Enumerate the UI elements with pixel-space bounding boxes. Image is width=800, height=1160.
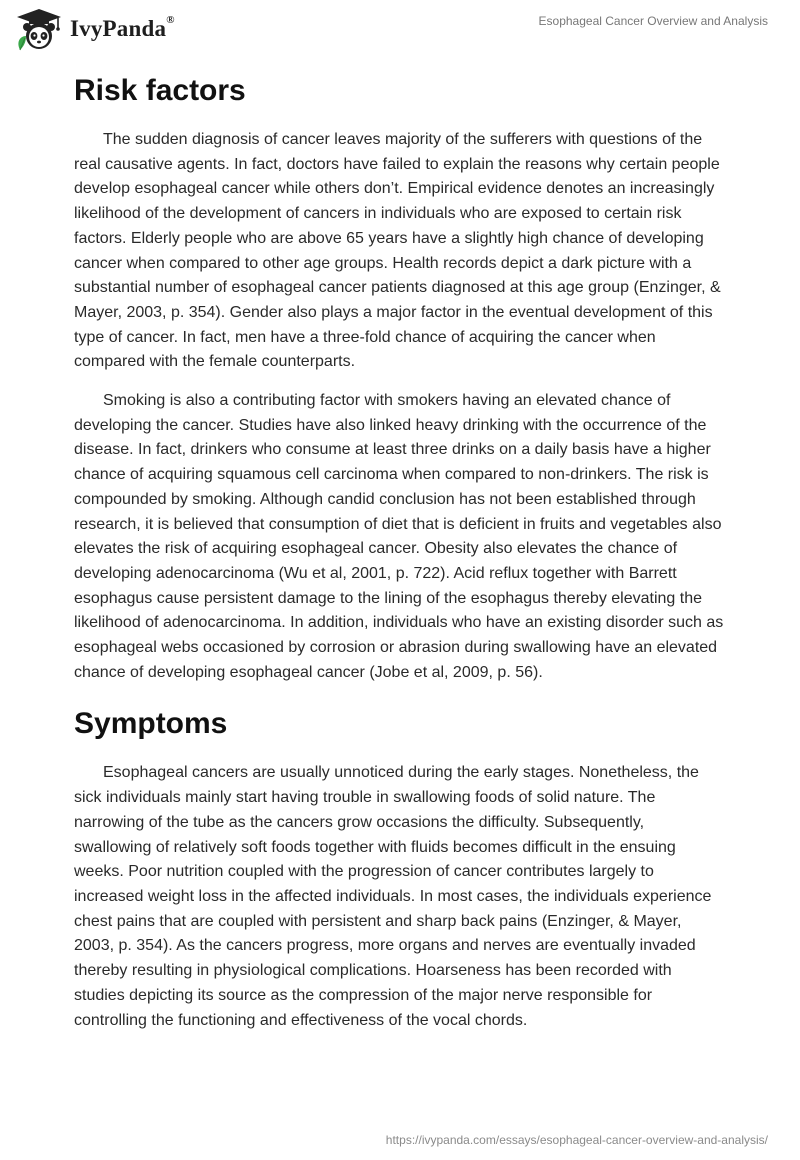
article-body [74,70,724,1047]
section-heading-symptoms: Symptoms [74,707,228,741]
panda-graduate-icon [14,6,64,52]
ivypanda-logo[interactable] [14,6,175,52]
brand-name: IvyPanda® [70,14,175,41]
source-url[interactable]: https://ivypanda.com/essays/esophageal-cancer-overview-and-analysis/ [385,1133,768,1147]
page-header [0,0,800,60]
paragraph: Esophageal cancers are usually unnoticed during the early stages. Nonetheless, the sick individuals mainly start having trouble in swallowing foods of solid nature. The narrowing of the tube as the cancers grow occasions the difficulty. Subsequently, swallowing of relatively soft foods together with fluids becomes difficult in the ensuing weeks. Poor nutrition coupled with the progression of cancer contributes largely to increased weight loss in the affected individuals. In most cases, the individuals experience chest pains that are coupled with persistent and sharp back pains (Enzinger, & Mayer, 2003, p. 354). As the cancers progress, more organs and nerves are eventually invaded thereby resulting in physiological complications. Hoarseness has been recorded with studies depicting its source as the compression of the major nerve responsible for controlling the functioning and effectiveness of the vocal chords. [74,764,712,1029]
document-title: Esophageal Cancer Overview and Analysis [538,14,768,28]
section-heading-risk-factors: Risk factors [74,74,246,107]
paragraph: The sudden diagnosis of cancer leaves majority of the sufferers with questions of the real causative agents. In fact, doctors have failed to explain the reasons why certain people develop esophageal cancer while others don’t. Empirical evidence denotes an increasingly likelihood of the development of cancers in individuals who are exposed to certain risk factors. Elderly people who are above 65 years have a slightly high chance of developing cancer when compared to other age groups. Health records depict a dark picture with a substantial number of esophageal cancer patients diagnosed at this age group (Enzinger, & Mayer, 2003, p. 354). Gender also plays a major factor in the eventual development of this type of cancer. In fact, men have a three-fold chance of acquiring the cancer when compared with the female counterparts. [74,131,721,371]
paragraph: Smoking is also a contributing factor with smokers having an elevated chance of developing the cancer. Studies have also linked heavy drinking with the occurrence of the disease. In fact, drinkers who consume at least three drinks on a daily basis have a higher chance of acquiring squamous cell carcinoma when compared to non-drinkers. The risk is compounded by smoking. Although candid conclusion has not been established through research, it is believed that consumption of diet that is deficient in fruits and vegetables also elevates the risk of acquiring esophageal cancer. Obesity also elevates the chance of developing adenocarcinoma (Wu et al, 2001, p. 722). Acid reflux together with Barrett esophagus cause persistent damage to the lining of the esophagus thereby elevating the likelihood of adenocarcinoma. In addition, individuals who have an existing disorder such as esophageal webs occasioned by corrosion or abrasion during swallowing have an elevated chance of developing esophageal cancer (Jobe et al, 2009, p. 56). [74,392,724,681]
